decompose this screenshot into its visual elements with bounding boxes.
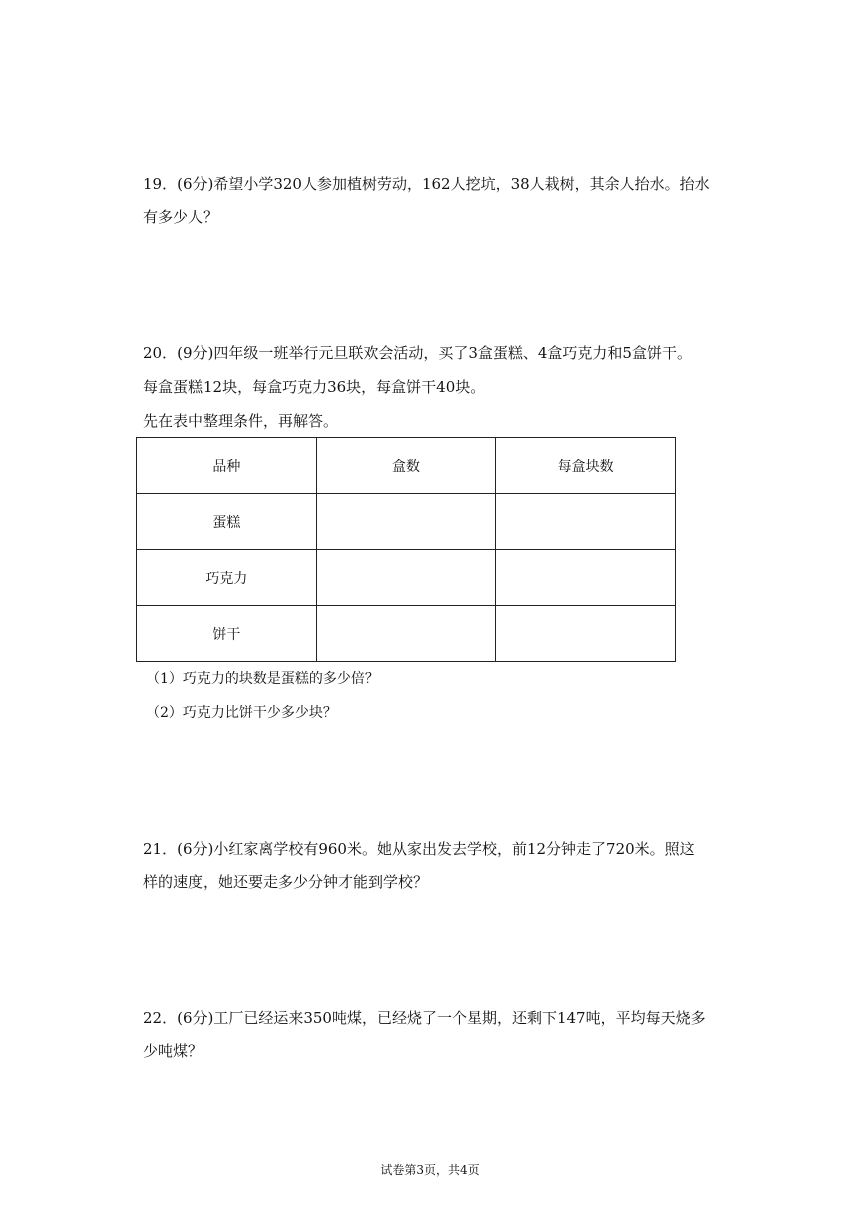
q22-line2: 少吨煤？ [143,1042,204,1060]
table-cell-blank[interactable] [316,550,496,606]
page-footer: 试卷第3页，共4页 [380,1163,480,1177]
q20-line2: 每盒蛋糕12块，每盒巧克力36块，每盒饼干40块。 [143,378,486,396]
q20-subquestion-2: （2）巧克力比饼干少多少块？ [146,705,337,721]
conditions-table [136,437,676,662]
q21-line1: 21．(6分)小红家离学校有960米。她从家出发去学校，前12分钟走了720米。照这 [143,840,695,858]
q21-line2: 样的速度，她还要走多少分钟才能到学校？ [143,873,429,891]
table-cell-item: 巧克力 [137,550,317,606]
table-cell-item: 饼干 [137,606,317,662]
table-cell-blank[interactable] [496,606,676,662]
q19-line2: 有多少人？ [143,208,219,226]
table-cell-blank[interactable] [496,494,676,550]
table-header-row [137,438,676,494]
q19-line1: 19．(6分)希望小学320人参加植树劳动，162人挖坑，38人栽树，其余人抬水。抬水 [143,175,710,193]
table-header-cell: 每盒块数 [496,438,676,494]
q22-line1: 22．(6分)工厂已经运来350吨煤，已经烧了一个星期，还剩下147吨，平均每天烧多 [143,1009,706,1027]
q20-instruction: 先在表中整理条件，再解答。 [143,412,339,430]
q20-line1: 20．(9分)四年级一班举行元旦联欢会活动，买了3盒蛋糕、4盒巧克力和5盒饼干。 [143,344,692,362]
table-row [137,606,676,662]
table-header-cell: 品种 [137,438,317,494]
table-row [137,550,676,606]
table-header-cell: 盒数 [316,438,496,494]
q20-subquestion-1: （1）巧克力的块数是蛋糕的多少倍？ [146,671,379,687]
table-cell-blank[interactable] [316,606,496,662]
table-cell-blank[interactable] [496,550,676,606]
table-row [137,494,676,550]
table-cell-blank[interactable] [316,494,496,550]
table-cell-item: 蛋糕 [137,494,317,550]
